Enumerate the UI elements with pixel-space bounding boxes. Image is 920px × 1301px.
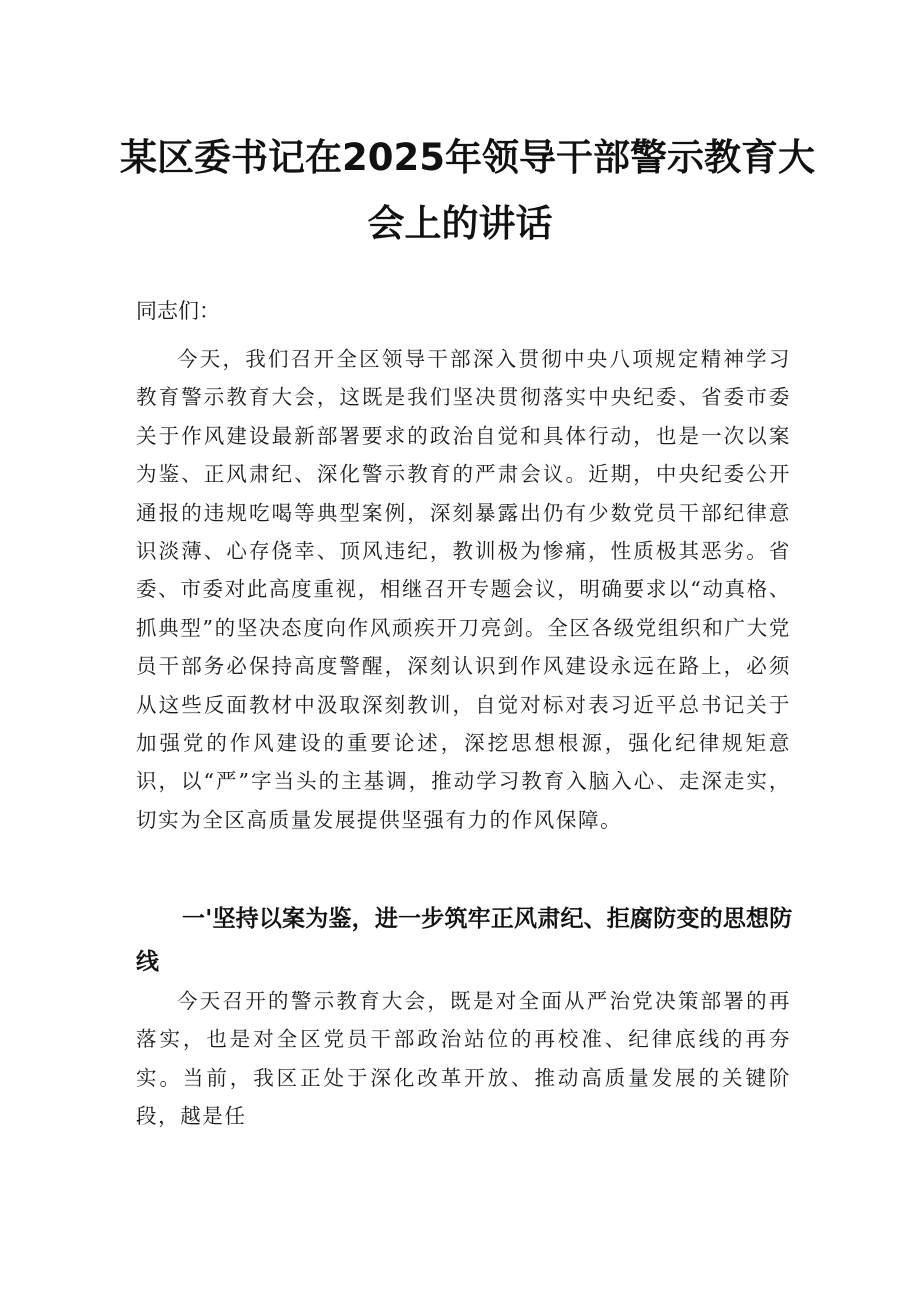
paragraph-intro: 今天，我们召开全区领导干部深入贯彻中央八项规定精神学习教育警示教育大会，这既是我们坚决贯彻落实中央纪委、省委市委关于作风建设最新部署要求的政治自觉和具体行动，也是一次以案为鉴、正风肃纪、深化警示教育的严肃会议。近期，中央纪委公开通报的违规吃喝等典型案例，深刻暴露出仍有少数党员干部纪律意识淡薄、心存侥幸、顶风违纪，教训极为惨痛，性质极其恶劣。省委、市委对此高度重视，相继召开专题会议，明确要求以“动真格、抓典型”的坚决态度向作风顽疾开刀亮剑。全区各级党组织和广大党员干部务必保持高度警醒，深刻认识到作风建设永远在路上，必须从这些反面教材中汲取深刻教训，自觉对标对表习近平总书记关于加强党的作风建设的重要论述，深挖思想根源，强化纪律规矩意识，以“严”字当头的主基调，推动学习教育入脑入心、走深走实，切实为全区高质量发展提供坚强有力的作风保障。 (136, 347, 791, 832)
salutation: 同志们： (136, 299, 220, 323)
document-title-line-1: 某区委书记在2025年领导干部警示教育大 (120, 136, 815, 179)
document-title-line-2: 会上的讲话 (367, 202, 553, 245)
paragraph-section-1: 今天召开的警示教育大会，既是对全面从严治党决策部署的再落实，也是对全区党员干部政治站位的再校准、纪律底线的再夯实。当前，我区正处于深化改革开放、推动高质量发展的关键阶段，越是任 (136, 989, 791, 1129)
section-heading-1: 一'坚持以案为鉴，进一步筑牢正风肃纪、拒腐防变的思想防线 (136, 906, 793, 975)
